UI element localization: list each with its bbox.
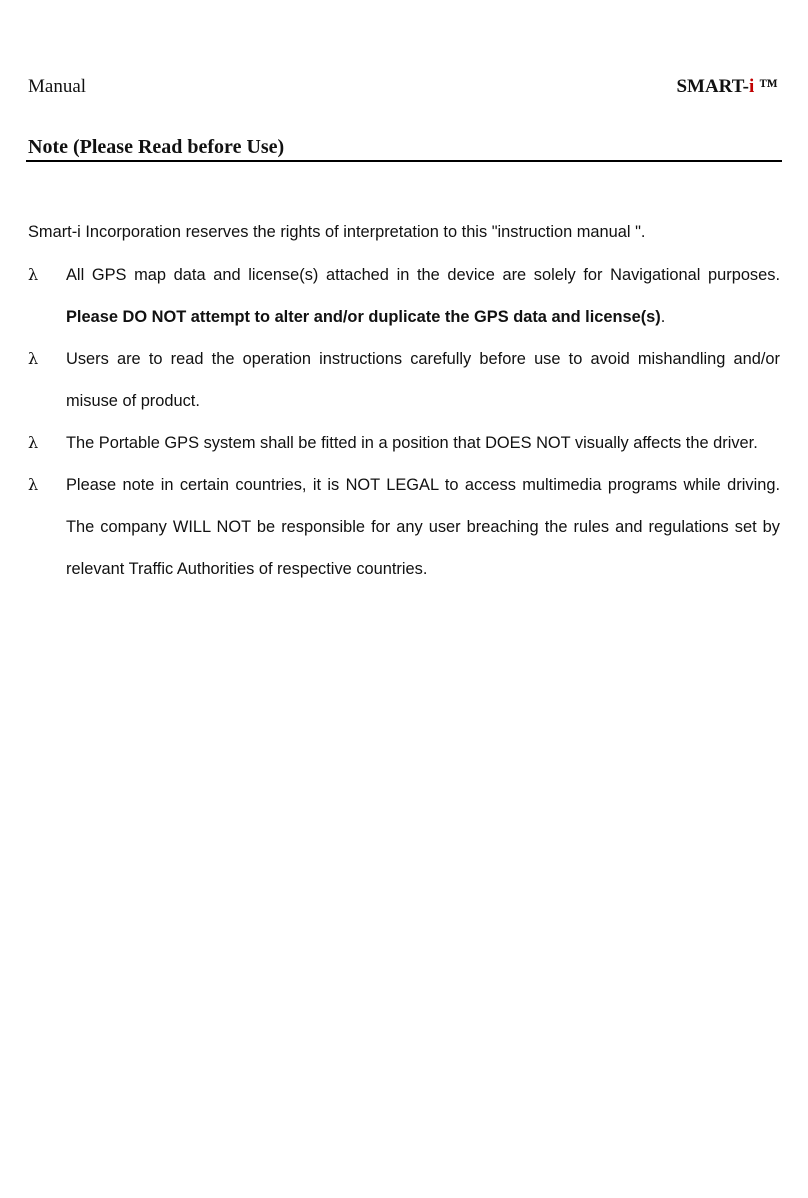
page-title: Note (Please Read before Use) [28, 136, 285, 158]
list-item-text: The Portable GPS system shall be fitted in a position that DOES NOT visually affects the driver. [66, 434, 758, 452]
note-content [28, 211, 780, 590]
list-item-text: All GPS map data and license(s) attached in the device are solely for Navigational purposes. [66, 266, 780, 284]
list-item [28, 464, 780, 590]
intro-paragraph: Smart-i Incorporation reserves the rights of interpretation to this "instruction manual ". [28, 223, 646, 241]
lambda-bullet-icon: λ [28, 433, 39, 452]
list-item [28, 338, 780, 422]
list-item [28, 254, 780, 338]
header-brand [676, 76, 778, 98]
lambda-bullet-icon: λ [28, 349, 39, 368]
list-item-text: Users are to read the operation instructions carefully before use to avoid mishandling and/or misuse of product. [66, 350, 780, 410]
list-item [28, 422, 780, 464]
brand-trademark: ™ [754, 76, 778, 97]
list-item-tail: . [660, 308, 666, 326]
header-manual-label: Manual [28, 76, 87, 97]
lambda-bullet-icon: λ [28, 265, 39, 284]
page-header [28, 76, 778, 102]
brand-i: i [748, 76, 755, 97]
list-item-bold-warning: Please DO NOT attempt to alter and/or duplicate the GPS data and license(s) [66, 308, 661, 326]
lambda-bullet-icon: λ [28, 475, 39, 494]
title-divider [26, 160, 782, 162]
list-item-text: Please note in certain countries, it is NOT LEGAL to access multimedia programs while driving. The company WILL NOT be responsible for any user breaching the rules and regulations set by relevant Traffic Authorities of respective countries. [66, 476, 780, 578]
brand-prefix: SMART- [676, 76, 749, 97]
